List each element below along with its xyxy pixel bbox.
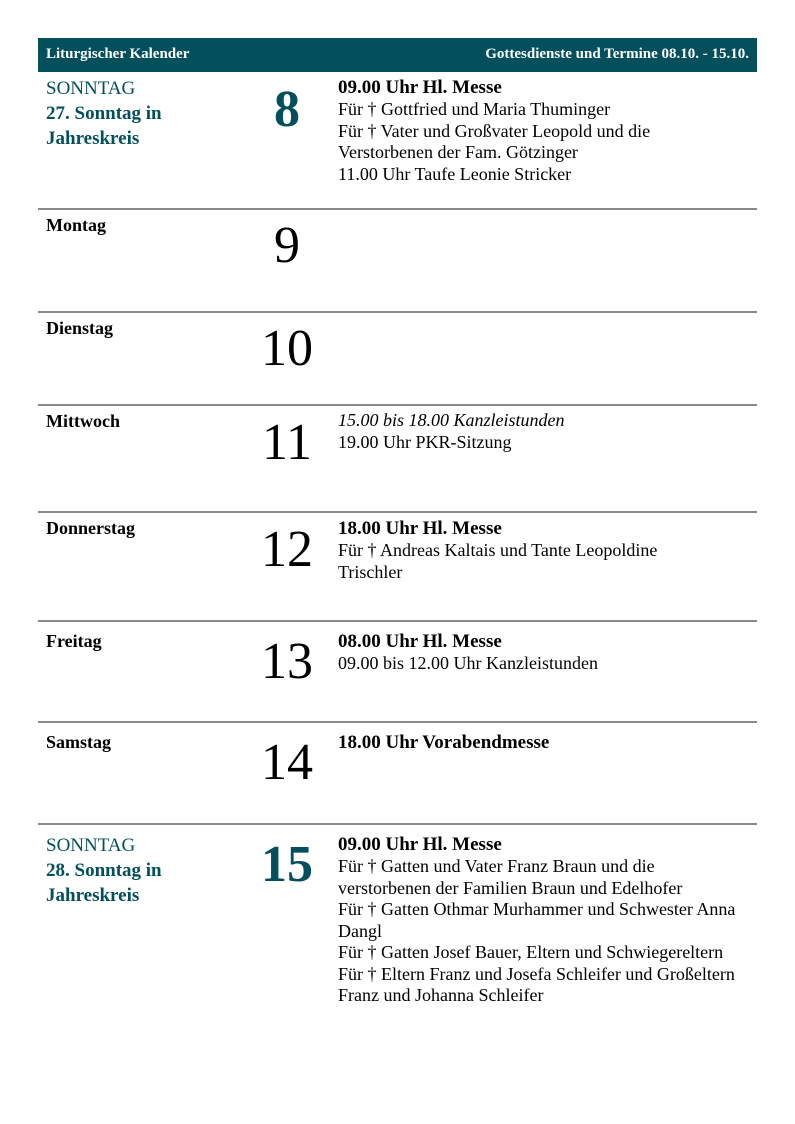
weekday: Dienstag — [46, 318, 113, 338]
day-row-12 — [38, 511, 757, 621]
event-line: Für † Gottfried und Maria Thuminger — [338, 99, 611, 119]
event-line: Dangl — [338, 920, 382, 941]
weekday: Montag — [46, 215, 106, 235]
day-row-13 — [38, 620, 757, 722]
weekday: Donnerstag — [46, 518, 135, 538]
weekday: Freitag — [46, 631, 102, 651]
events — [338, 517, 758, 583]
day-row-10 — [38, 311, 757, 405]
date-number: 9 — [274, 217, 300, 274]
liturgical-title-line: 28. Sonntag in — [46, 860, 162, 881]
events — [338, 731, 758, 754]
event-title: 18.00 Uhr Hl. Messe — [338, 518, 502, 539]
weekday: Samstag — [46, 732, 112, 752]
event-title: 09.00 Uhr Hl. Messe — [338, 834, 502, 855]
event-line: 19.00 Uhr PKR-Sitzung — [338, 431, 512, 452]
day-row-14 — [38, 721, 757, 825]
event-line: Franz und Johanna Schleifer — [338, 985, 544, 1005]
header-date-range: Gottesdienste und Termine 08.10. - 15.10. — [485, 46, 749, 62]
day-label — [46, 76, 162, 151]
event-title: 09.00 Uhr Hl. Messe — [338, 77, 502, 98]
date-number: 10 — [261, 320, 313, 377]
weekday: SONNTAG — [46, 78, 136, 99]
events — [338, 630, 758, 675]
events — [338, 76, 758, 185]
liturgical-title-line: Jahreskreis — [46, 128, 140, 149]
event-line: Verstorbenen der Fam. Götzinger — [338, 142, 578, 162]
day-row-8 — [38, 72, 757, 208]
liturgical-title-line: 27. Sonntag in — [46, 103, 162, 124]
event-line: 09.00 bis 12.00 Uhr Kanzleistunden — [338, 653, 598, 673]
event-line: verstorbenen der Familien Braun und Edelhofer — [338, 877, 683, 898]
event-title: 08.00 Uhr Hl. Messe — [338, 631, 502, 652]
weekday: SONNTAG — [46, 835, 136, 856]
event-italic-line: 15.00 bis 18.00 Kanzleistunden — [338, 410, 565, 430]
day-row-11 — [38, 404, 757, 512]
date-number: 11 — [261, 414, 313, 471]
event-line: Für † Gatten und Vater Franz Braun und die — [338, 856, 655, 876]
event-line: Für † Gatten Josef Bauer, Eltern und Schwiegereltern — [338, 942, 724, 962]
event-line: Für † Gatten Othmar Murhammer und Schwester Anna — [338, 899, 736, 919]
event-line: 11.00 Uhr Taufe Leonie Stricker — [338, 163, 572, 184]
event-line: Für † Vater und Großvater Leopold und die — [338, 120, 651, 141]
weekday: Mittwoch — [46, 411, 120, 431]
date-number: 12 — [261, 521, 313, 578]
event-line: Trischler — [338, 561, 403, 582]
event-line: Für † Eltern Franz und Josefa Schleifer und Großeltern — [338, 963, 735, 984]
day-row-15 — [38, 823, 757, 1025]
date-number: 13 — [261, 633, 313, 690]
event-title: 18.00 Uhr Vorabendmesse — [338, 732, 550, 753]
day-row-9 — [38, 208, 757, 312]
liturgical-title-line: Jahreskreis — [46, 885, 140, 906]
event-line: Für † Andreas Kaltais und Tante Leopoldine — [338, 540, 658, 560]
date-number: 15 — [261, 836, 313, 893]
date-number: 8 — [274, 81, 300, 138]
day-label — [46, 833, 162, 908]
date-number: 14 — [261, 734, 313, 791]
header-title: Liturgischer Kalender — [46, 46, 190, 62]
events — [338, 410, 758, 453]
events — [338, 833, 758, 1007]
calendar-header — [38, 38, 757, 72]
